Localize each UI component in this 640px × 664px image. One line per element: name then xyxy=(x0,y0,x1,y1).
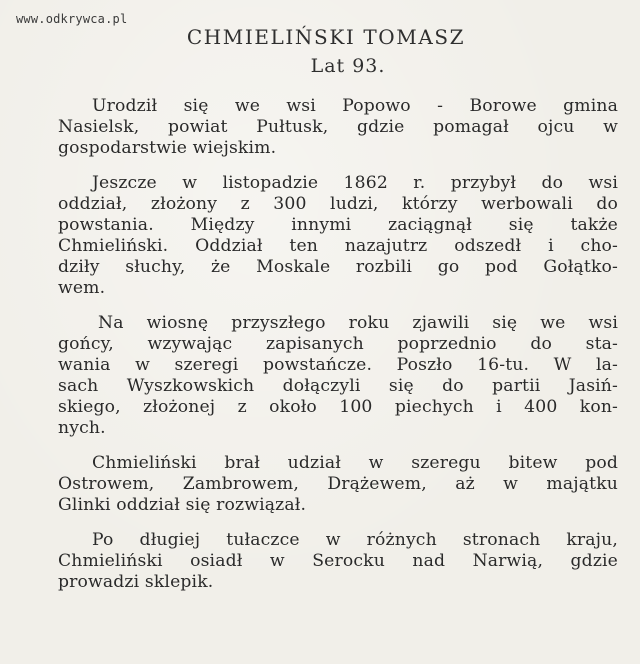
text-line: wem. xyxy=(58,278,106,298)
text-line: wania w szeregi powstańcze. Poszło 16-tu. W la- xyxy=(58,355,618,375)
biography-text xyxy=(58,96,618,607)
paragraph-spring xyxy=(58,313,618,439)
text-line: Glinki oddział się rozwiązał. xyxy=(58,495,307,515)
text-line: Chmieliński brał udział w szeregu bitew pod xyxy=(92,453,618,473)
paragraph-later-life xyxy=(58,530,618,593)
text-line: Jeszcze w listopadzie 1862 r. przybył do wsi xyxy=(92,173,618,193)
paragraph-battles xyxy=(58,453,618,516)
person-name-heading: CHMIELIŃSKI TOMASZ xyxy=(186,25,466,49)
text-line: Po długiej tułaczce w różnych stronach kraju, xyxy=(92,530,618,550)
text-line: gońcy, wzywając zapisanych poprzednio do sta- xyxy=(58,334,618,354)
watermark-text: www.odkrywca.pl xyxy=(16,12,128,26)
text-line: gospodarstwie wiejskim. xyxy=(58,138,277,158)
text-line: sach Wyszkowskich dołączyli się do partii Jasiń- xyxy=(58,376,618,396)
text-line: oddział, złożony z 300 ludzi, którzy werbowali do xyxy=(58,194,618,214)
text-line: Nasielsk, powiat Pułtusk, gdzie pomagał ojcu w xyxy=(58,117,618,137)
text-line: nych. xyxy=(58,418,106,438)
text-line: Urodził się we wsi Popowo - Borowe gmina xyxy=(92,96,618,116)
text-line: dziły słuchy, że Moskale rozbili go pod Gołątko- xyxy=(58,257,618,277)
text-line: skiego, złożonej z około 100 piechych i 400 kon- xyxy=(58,397,618,417)
text-line: Chmieliński. Oddział ten nazajutrz odszedł i cho- xyxy=(58,236,618,256)
text-line: Na wiosnę przyszłego roku zjawili się we wsi xyxy=(98,313,618,333)
text-line: prowadzi sklepik. xyxy=(58,572,214,592)
text-line: Ostrowem, Zambrowem, Drążewem, aż w majątku xyxy=(58,474,618,494)
paragraph-recruitment xyxy=(58,173,618,299)
age-subheading: Lat 93. xyxy=(310,55,386,77)
text-line: powstania. Między innymi zaciągnął się także xyxy=(58,215,618,235)
text-line: Chmieliński osiadł w Serocku nad Narwią, gdzie xyxy=(58,551,618,571)
paragraph-birth xyxy=(58,96,618,159)
